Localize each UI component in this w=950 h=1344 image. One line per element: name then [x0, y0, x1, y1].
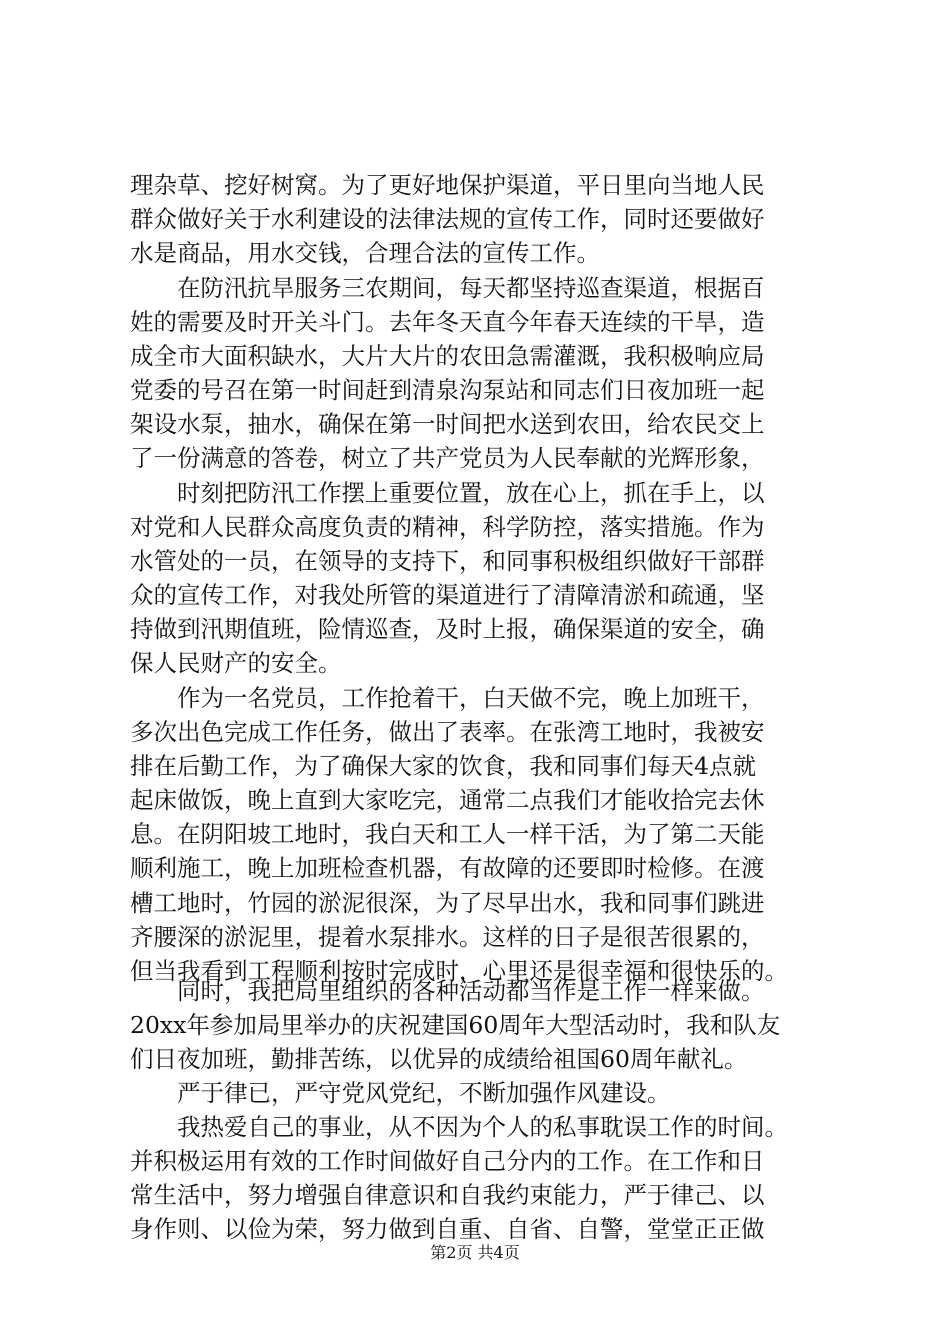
body-text-line: 作为一名党员，工作抢着干，白天做不完，晚上加班干，: [130, 684, 765, 712]
body-text-line: 众的宣传工作，对我处所管的渠道进行了清障清淤和疏通，坚: [130, 581, 765, 609]
body-text-line: 党委的号召在第一时间赶到清泉沟泵站和同志们日夜加班一起: [130, 376, 765, 404]
body-text-line: 我热爱自己的事业，从不因为个人的私事耽误工作的时间。: [130, 1113, 788, 1141]
body-text-line: 齐腰深的淤泥里，提着水泵排水。这样的日子是很苦很累的，: [130, 923, 765, 951]
body-text-line: 排在后勤工作，为了确保大家的饮食，我和同事们每天4点就: [130, 752, 756, 780]
body-text-line: 水管处的一员，在领导的支持下，和同事积极组织做好干部群: [130, 547, 765, 575]
body-text-line: 了一份满意的答卷，树立了共产党员为人民奉献的光辉形象，: [130, 444, 765, 472]
body-text-line: 身作则、以俭为荣，努力做到自重、自省、自警，堂堂正正做: [130, 1215, 765, 1243]
body-text-line: 群众做好关于水利建设的法律法规的宣传工作，同时还要做好: [130, 205, 765, 233]
body-text-line: 时刻把防汛工作摆上重要位置，放在心上，抓在手上，以: [130, 479, 765, 507]
body-text-line: 们日夜加班，勤排苦练，以优异的成绩给祖国60周年献礼。: [130, 1045, 748, 1073]
body-text-line: 保人民财产的安全。: [130, 649, 342, 677]
body-text-line: 起床做饭，晚上直到大家吃完，通常二点我们才能收拾完去休: [130, 786, 765, 814]
body-text-line: 架设水泵，抽水，确保在第一时间把水送到农田，给农民交上: [130, 410, 765, 438]
body-text-line: 严于律已，严守党风党纪，不断加强作风建设。: [130, 1079, 671, 1107]
body-text-line: 持做到汛期值班，险情巡查，及时上报，确保渠道的安全，确: [130, 615, 765, 643]
body-text-line: 姓的需要及时开关斗门。去年冬天直今年春天连续的干旱，造: [130, 308, 765, 336]
body-text-line: 在防汛抗旱服务三农期间，每天都坚持巡查渠道，根据百: [130, 274, 765, 302]
body-text-line: 成全市大面积缺水，大片大片的农田急需灌溉，我积极响应局: [130, 342, 765, 370]
body-text-line: 对党和人民群众高度负责的精神，科学防控，落实措施。作为: [130, 513, 765, 541]
body-text-line: 但当我看到工程顺利按时完成时，心里还是很幸福和很快乐的。: [130, 957, 788, 985]
body-text-line: 20xx年参加局里举办的庆祝建国60周年大型活动时，我和队友: [130, 1011, 781, 1039]
body-text-line: 常生活中，努力增强自律意识和自我约束能力，严于律己、以: [130, 1181, 765, 1209]
body-text-line: 息。在阴阳坡工地时，我白天和工人一样干活，为了第二天能: [130, 820, 765, 848]
body-text-line: 水是商品，用水交钱，合理合法的宣传工作。: [130, 239, 600, 267]
body-text-line: 顺利施工，晚上加班检查机器，有故障的还要即时检修。在渡: [130, 854, 765, 882]
body-text-line: 槽工地时，竹园的淤泥很深，为了尽早出水，我和同事们跳进: [130, 889, 765, 917]
page-footer: 第2页 共4页: [430, 1243, 520, 1262]
body-text-line: 并积极运用有效的工作时间做好自己分内的工作。在工作和日: [130, 1147, 765, 1175]
body-text-line: 多次出色完成工作任务，做出了表率。在张湾工地时，我被安: [130, 718, 765, 746]
body-text-line: 理杂草、挖好树窝。为了更好地保护渠道，平日里向当地人民: [130, 171, 765, 199]
body-text-line: 同时，我把局里组织的各种活动都当作是工作一样来做。: [130, 977, 765, 1005]
